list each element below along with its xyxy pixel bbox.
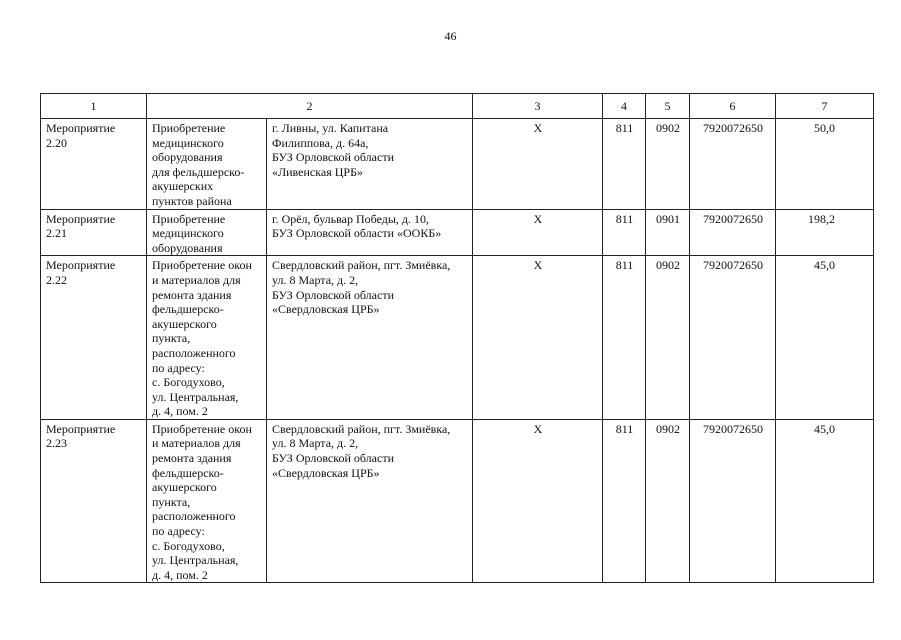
event-cell-line: Мероприятие <box>46 258 116 273</box>
header-col-7: 7 <box>776 94 874 119</box>
address-cell-line: БУЗ Орловской области <box>272 287 394 302</box>
col5-cell: 0902 <box>646 419 690 583</box>
event-cell-line: 2.22 <box>46 272 67 287</box>
name-cell-line: ремонта здания <box>152 287 232 302</box>
col7-cell: 45,0 <box>776 256 874 420</box>
col3-cell: Х <box>473 419 603 583</box>
col4-cell: 811 <box>603 256 646 420</box>
header-col-2: 2 <box>147 94 473 119</box>
name-cell-line: ремонта здания <box>152 451 232 466</box>
name-cell-line: пунктов района <box>152 193 232 208</box>
address-cell <box>267 256 473 420</box>
name-cell-line: д. 4, пом. 2 <box>152 567 208 582</box>
event-cell-line: 2.21 <box>46 226 67 241</box>
col7-cell: 198,2 <box>776 209 874 256</box>
name-cell-line: д. 4, пом. 2 <box>152 404 208 419</box>
header-col-3: 3 <box>473 94 603 119</box>
address-cell-line: Свердловский район, пгт. Змиёвка, <box>272 421 451 436</box>
header-col-4: 4 <box>603 94 646 119</box>
event-cell-line: Мероприятие <box>46 121 116 135</box>
address-cell-line: БУЗ Орловской области «ООКБ» <box>272 226 442 241</box>
col6-cell: 7920072650 <box>690 119 776 210</box>
address-cell-line: Филиппова, д. 64а, <box>272 135 369 150</box>
name-cell-line: с. Богодухово, <box>152 538 225 553</box>
event-cell <box>41 419 147 583</box>
name-cell-line: ул. Центральная, <box>152 553 239 568</box>
name-cell-line: медицинского <box>152 226 224 241</box>
name-cell <box>147 256 267 420</box>
name-cell-line: фельдшерско- <box>152 465 224 480</box>
header-col-1: 1 <box>41 94 147 119</box>
name-cell-line: акушерского <box>152 316 217 331</box>
col5-cell: 0901 <box>646 209 690 256</box>
col7-cell: 45,0 <box>776 419 874 583</box>
col3-cell: Х <box>473 209 603 256</box>
event-cell-line: Мероприятие <box>46 211 116 226</box>
col6-cell: 7920072650 <box>690 209 776 256</box>
address-cell-line: БУЗ Орловской области <box>272 451 394 466</box>
event-cell <box>41 119 147 210</box>
name-cell <box>147 209 267 256</box>
event-cell <box>41 256 147 420</box>
col7-cell: 50,0 <box>776 119 874 210</box>
col5-cell: 0902 <box>646 256 690 420</box>
name-cell-line: расположенного <box>152 509 236 524</box>
name-cell-line: с. Богодухово, <box>152 375 225 390</box>
address-cell-line: ул. 8 Марта, д. 2, <box>272 272 359 287</box>
address-cell-line: БУЗ Орловской области <box>272 150 394 165</box>
col3-cell: Х <box>473 119 603 210</box>
name-cell-line: пункта, <box>152 494 191 509</box>
table-row <box>41 119 874 210</box>
header-row <box>41 94 874 119</box>
address-cell-line: г. Ливны, ул. Капитана <box>272 121 389 135</box>
data-table <box>40 93 874 583</box>
col3-cell: Х <box>473 256 603 420</box>
name-cell-line: акушерского <box>152 480 217 495</box>
event-cell <box>41 209 147 256</box>
col4-cell: 811 <box>603 119 646 210</box>
name-cell-line: по адресу: <box>152 524 205 539</box>
name-cell-line: оборудования <box>152 240 223 255</box>
header-col-6: 6 <box>690 94 776 119</box>
address-cell-line: «Ливенская ЦРБ» <box>272 164 363 179</box>
name-cell-line: расположенного <box>152 345 236 360</box>
name-cell-line: для фельдшерско- <box>152 164 245 179</box>
name-cell <box>147 419 267 583</box>
address-cell <box>267 209 473 256</box>
address-cell-line: ул. 8 Марта, д. 2, <box>272 436 359 451</box>
name-cell <box>147 119 267 210</box>
event-cell-line: 2.20 <box>46 135 67 150</box>
address-cell <box>267 119 473 210</box>
event-cell-line: Мероприятие <box>46 421 116 436</box>
name-cell-line: пункта, <box>152 331 191 346</box>
col5-cell: 0902 <box>646 119 690 210</box>
address-cell-line: «Свердловская ЦРБ» <box>272 465 380 480</box>
table-row <box>41 419 874 583</box>
address-cell-line: Свердловский район, пгт. Змиёвка, <box>272 258 451 273</box>
name-cell-line: оборудования <box>152 150 223 165</box>
name-cell-line: и материалов для <box>152 272 241 287</box>
name-cell-line: Приобретение <box>152 211 226 226</box>
name-cell-line: фельдшерско- <box>152 302 224 317</box>
name-cell-line: акушерских <box>152 179 214 194</box>
name-cell-line: Приобретение окон <box>152 258 252 273</box>
address-cell-line: «Свердловская ЦРБ» <box>272 302 380 317</box>
table-row <box>41 209 874 256</box>
name-cell-line: медицинского <box>152 135 224 150</box>
header-col-5: 5 <box>646 94 690 119</box>
event-cell-line: 2.23 <box>46 436 67 451</box>
name-cell-line: Приобретение окон <box>152 421 252 436</box>
col6-cell: 7920072650 <box>690 256 776 420</box>
page-number: 46 <box>444 29 457 43</box>
name-cell-line: Приобретение <box>152 121 226 135</box>
name-cell-line: и материалов для <box>152 436 241 451</box>
name-cell-line: по адресу: <box>152 360 205 375</box>
address-cell-line: г. Орёл, бульвар Победы, д. 10, <box>272 211 430 226</box>
col6-cell: 7920072650 <box>690 419 776 583</box>
col4-cell: 811 <box>603 419 646 583</box>
address-cell <box>267 419 473 583</box>
col4-cell: 811 <box>603 209 646 256</box>
table-row <box>41 256 874 420</box>
name-cell-line: ул. Центральная, <box>152 389 239 404</box>
